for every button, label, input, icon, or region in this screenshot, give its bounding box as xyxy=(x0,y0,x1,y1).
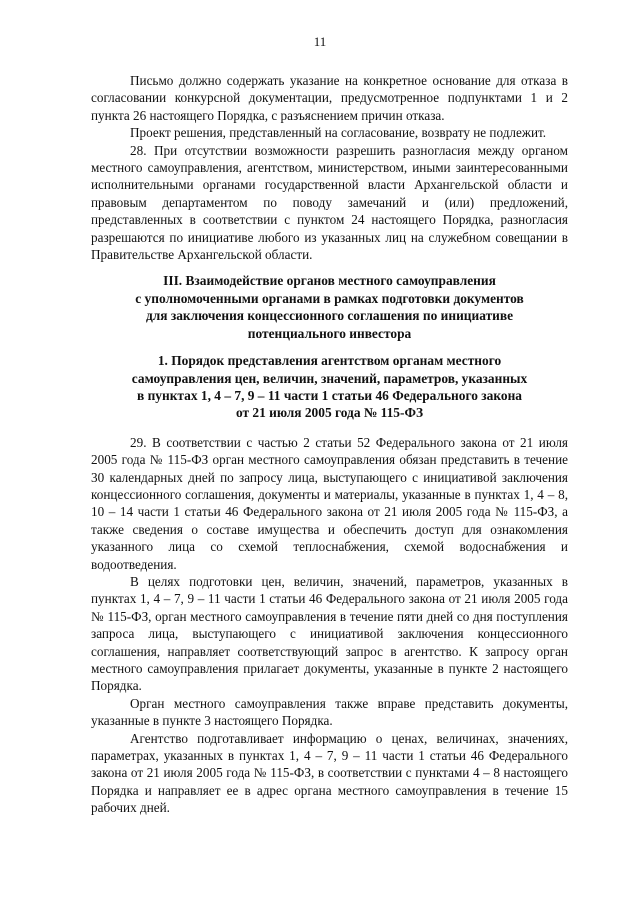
section-heading-line: с уполномоченными органами в рамках подготовки документов xyxy=(135,290,524,306)
paragraph-28: 28. При отсутствии возможности разрешить разногласия между органом местного самоуправления, агентством, министерством, иными заинтересованными исполнительными органами государственной власти Архангельской области и правовым департаментом по поводу замечаний и (или) предложений, представленных в соответствии с пунктом 24 настоящего Порядка, разногласия разрешаются по инициативе любого из указанных лиц на служебном совещании в Правительстве Архангельской области. xyxy=(91,142,568,263)
paragraph-agency-prepares: Агентство подготавливает информацию о ценах, величинах, значениях, параметрах, указанных в пунктах 1, 4 – 7, 9 – 11 части 1 статьи 46 Федерального закона от 21 июля 2005 года № 115-ФЗ, в соответствии с пунктами 4 – 8 настоящего Порядка и направляет ее в адрес органа местного самоуправления в течение 15 рабочих дней. xyxy=(91,730,568,816)
page-number: 11 xyxy=(313,34,327,49)
section-heading-line: потенциального инвестора xyxy=(247,325,412,341)
paragraph-optional-documents: Орган местного самоуправления также вправе представить документы, указанные в пункте 3 настоящего Порядка. xyxy=(91,695,568,729)
subsection-heading-line: самоуправления цен, величин, значений, параметров, указанных xyxy=(131,370,528,386)
section-heading-line: для заключения концессионного соглашения по инициативе xyxy=(145,308,514,324)
subsection-heading-1 xyxy=(91,352,568,422)
document-body xyxy=(91,72,568,817)
paragraph-request-to-agency: В целях подготовки цен, величин, значений, параметров, указанных в пунктах 1, 4 – 7, 9 – 11 части 1 статьи 46 Федерального закона от 21 июля 2005 года № 115-ФЗ, орган местного самоуправления в течение пяти дней со дня поступления запроса лица, выступающего с инициативой заключения концессионного соглашения, направляет соответствующий запрос в агентство. К запросу орган местного самоуправления прилагает документы, указанные в пункте 2 настоящего Порядка. xyxy=(91,573,568,694)
paragraph-29: 29. В соответствии с частью 2 статьи 52 Федерального закона от 21 июля 2005 года № 115-ФЗ орган местного самоуправления обязан представить в течение 30 календарных дней по запросу лица, выступающего с инициативой заключения концессионного соглашения, документы и материалы, указанные в пунктах 1, 4 – 8, 10 – 14 части 1 статьи 46 Федерального закона от 21 июля 2005 года № 115-ФЗ, а также сведения о составе имущества и обеспечить доступ для ознакомления указанного лица со схемой теплоснабжения, схемой водоснабжения и водоотведения. xyxy=(91,434,568,572)
subsection-heading-line: от 21 июля 2005 года № 115-ФЗ xyxy=(235,405,424,421)
subsection-heading-line: 1. Порядок представления агентством органам местного xyxy=(157,353,502,369)
paragraph-draft-not-returned: Проект решения, представленный на согласование, возврату не подлежит. xyxy=(130,125,547,141)
subsection-heading-line: в пунктах 1, 4 – 7, 9 – 11 части 1 статьи 46 Федерального закона xyxy=(137,387,522,403)
section-heading-iii xyxy=(91,272,568,342)
section-heading-line: III. Взаимодействие органов местного самоуправления xyxy=(163,273,496,289)
paragraph-refusal-letter: Письмо должно содержать указание на конкретное основание для отказа в согласовании конкурсной документации, предусмотренное подпунктами 1 и 2 пункта 26 настоящего Порядка, с разъяснением причин отказа. xyxy=(91,73,568,123)
